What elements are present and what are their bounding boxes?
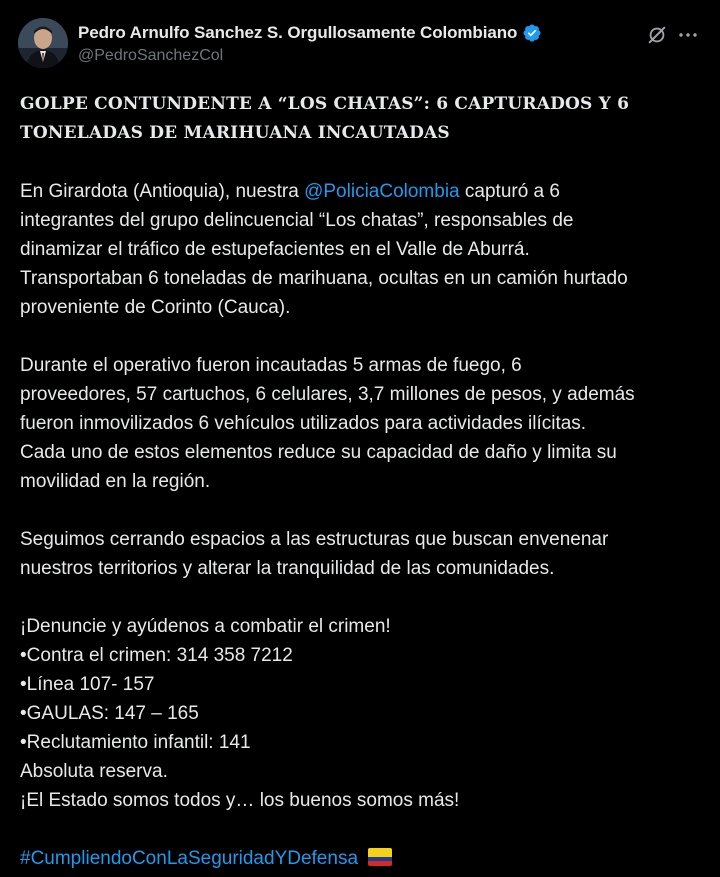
paragraph-line: Durante el operativo fueron incautadas 5 armas de fuego, 6 xyxy=(20,355,522,376)
more-options-icon[interactable] xyxy=(676,24,700,46)
headline-line: TONELADAS DE MARIHUANA INCAUTADAS xyxy=(20,123,450,143)
text-segment: capturó a 6 xyxy=(459,181,560,202)
paragraph-line xyxy=(20,177,705,206)
paragraph-line: movilidad en la región. xyxy=(20,471,211,492)
paragraph-line: Cada uno de estos elementos reduce su capacidad de daño y limita su xyxy=(20,442,617,463)
paragraph-line: proveedores, 57 cartuchos, 6 celulares, 3,7 millones de pesos, y además xyxy=(20,384,635,405)
contact-line: •Línea 107- 157 xyxy=(20,674,155,695)
author-names xyxy=(78,23,542,65)
text-segment: En Girardota (Antioquia), nuestra xyxy=(20,181,305,202)
avatar[interactable] xyxy=(18,18,68,68)
contact-line: •Reclutamiento infantil: 141 xyxy=(20,732,251,753)
paragraph-line: ¡Denuncie y ayúdenos a combatir el crimen! xyxy=(20,616,391,637)
post-header xyxy=(18,14,708,74)
paragraph-line: Absoluta reserva. xyxy=(20,761,168,782)
paragraph-line: ¡El Estado somos todos y… los buenos somos más! xyxy=(20,790,460,811)
paragraph-line: proveniente de Corinto (Cauca). xyxy=(20,297,291,318)
paragraph-line: dinamizar el tráfico de estupefacientes en el Valle de Aburrá. xyxy=(20,239,530,260)
paragraph-line: fueron inmovilizados 6 vehículos utilizados para actividades ilícitas. xyxy=(20,413,587,434)
paragraph-capture xyxy=(20,177,705,322)
paragraph-line: integrantes del grupo delincuencial “Los chatas”, responsables de xyxy=(20,210,574,231)
hashtag-line xyxy=(20,844,705,873)
paragraph-contacts xyxy=(20,612,705,815)
colombia-flag-icon xyxy=(368,848,392,866)
hashtag-link[interactable]: #CumpliendoConLaSeguridadYDefensa xyxy=(20,848,359,869)
post-headline xyxy=(20,90,705,148)
verified-badge-icon[interactable] xyxy=(522,23,542,43)
paragraph-line: Seguimos cerrando espacios a las estructuras que buscan envenenar xyxy=(20,529,609,550)
post-body xyxy=(20,88,705,873)
contact-line: •Contra el crimen: 314 358 7212 xyxy=(20,645,293,666)
mention-link[interactable]: @PoliciaColombia xyxy=(304,181,460,202)
grok-icon[interactable] xyxy=(646,24,668,46)
headline-line: GOLPE CONTUNDENTE A “LOS CHATAS”: 6 CAPTURADOS Y 6 xyxy=(20,94,630,114)
paragraph-line: nuestros territorios y alterar la tranquilidad de las comunidades. xyxy=(20,558,555,579)
author-handle[interactable]: @PedroSanchezCol xyxy=(78,47,224,64)
paragraph-hashtag xyxy=(20,844,705,873)
paragraph-line: Transportaban 6 toneladas de marihuana, ocultas en un camión hurtado xyxy=(20,268,628,289)
paragraph-commitment xyxy=(20,525,705,583)
author-display-name[interactable]: Pedro Arnulfo Sanchez S. Orgullosamente Colombiano xyxy=(78,23,518,42)
contact-line: •GAULAS: 147 – 165 xyxy=(20,703,199,724)
paragraph-operation xyxy=(20,351,705,496)
